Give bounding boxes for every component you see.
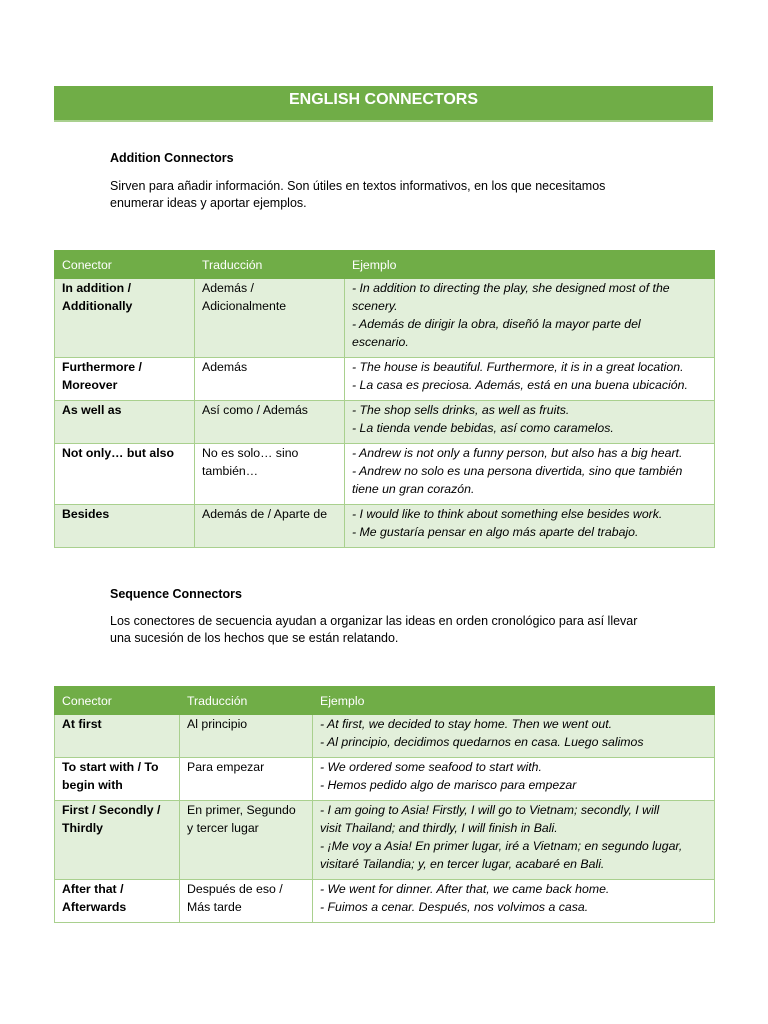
table-row bbox=[55, 715, 715, 758]
cell-line: - I would like to think about something else besides work. bbox=[352, 507, 663, 521]
traduccion-cell bbox=[180, 715, 313, 758]
ejemplo-cell bbox=[345, 505, 715, 548]
traduccion-cell bbox=[195, 279, 345, 358]
section-intro-addition bbox=[110, 178, 670, 212]
traduccion-cell bbox=[195, 444, 345, 505]
cell-line: visitaré Tailandia; y, en tercer lugar, acabaré en Bali. bbox=[320, 857, 605, 871]
cell-line: At first bbox=[62, 717, 102, 731]
document-title-banner bbox=[54, 86, 713, 122]
table-row bbox=[55, 358, 715, 401]
cell-line: - We ordered some seafood to start with. bbox=[320, 760, 542, 774]
sequence-connectors-table bbox=[54, 686, 715, 923]
cell-line: - I am going to Asia! Firstly, I will go to Vietnam; secondly, I will bbox=[320, 803, 660, 817]
table-row bbox=[55, 758, 715, 801]
cell-line: In addition / bbox=[62, 281, 131, 295]
cell-line: Además bbox=[202, 360, 248, 374]
cell-line: - The shop sells drinks, as well as fruits. bbox=[352, 403, 570, 417]
column-header-ejemplo: Ejemplo bbox=[313, 687, 715, 715]
cell-line: - Al principio, decidimos quedarnos en casa. Luego salimos bbox=[320, 735, 644, 749]
ejemplo-cell bbox=[345, 279, 715, 358]
cell-line: begin with bbox=[62, 778, 123, 792]
section-heading-addition: Addition Connectors bbox=[110, 151, 234, 165]
cell-line: y tercer lugar bbox=[187, 821, 259, 835]
table-header-row bbox=[55, 251, 715, 279]
cell-line: Más tarde bbox=[187, 900, 242, 914]
conector-cell bbox=[55, 801, 180, 880]
cell-line: también… bbox=[202, 464, 259, 478]
table-row bbox=[55, 444, 715, 505]
traduccion-cell bbox=[180, 758, 313, 801]
conector-cell bbox=[55, 358, 195, 401]
cell-line: En primer, Segundo bbox=[187, 803, 296, 817]
ejemplo-cell bbox=[345, 444, 715, 505]
cell-line: Furthermore / bbox=[62, 360, 142, 374]
cell-line: - In addition to directing the play, she designed most of the bbox=[352, 281, 670, 295]
cell-line: - Fuimos a cenar. Después, nos volvimos a casa. bbox=[320, 900, 589, 914]
ejemplo-cell bbox=[313, 715, 715, 758]
cell-line: - Me gustaría pensar en algo más aparte del trabajo. bbox=[352, 525, 639, 539]
ejemplo-cell bbox=[313, 880, 715, 923]
table-row bbox=[55, 279, 715, 358]
cell-line: Después de eso / bbox=[187, 882, 283, 896]
document-title: ENGLISH CONNECTORS bbox=[288, 91, 479, 108]
column-header-conector: Conector bbox=[55, 687, 180, 715]
table-header-row bbox=[55, 687, 715, 715]
intro-line: Los conectores de secuencia ayudan a organizar las ideas en orden cronológico para así llevar bbox=[110, 614, 638, 628]
intro-line: enumerar ideas y aportar ejemplos. bbox=[110, 196, 307, 210]
cell-line: - Además de dirigir la obra, diseñó la mayor parte del bbox=[352, 317, 641, 331]
traduccion-cell bbox=[195, 358, 345, 401]
conector-cell bbox=[55, 715, 180, 758]
cell-line: First / Secondly / bbox=[62, 803, 161, 817]
cell-line: After that / bbox=[62, 882, 124, 896]
column-header-traduccion: Traducción bbox=[180, 687, 313, 715]
traduccion-cell bbox=[180, 801, 313, 880]
cell-line: visit Thailand; and thirdly, I will finish in Bali. bbox=[320, 821, 558, 835]
cell-line: Al principio bbox=[187, 717, 248, 731]
column-header-ejemplo: Ejemplo bbox=[345, 251, 715, 279]
ejemplo-cell bbox=[313, 758, 715, 801]
cell-line: Besides bbox=[62, 507, 110, 521]
conector-cell bbox=[55, 401, 195, 444]
cell-line: Afterwards bbox=[62, 900, 127, 914]
cell-line: - La casa es preciosa. Además, está en una buena ubicación. bbox=[352, 378, 688, 392]
cell-line: Additionally bbox=[62, 299, 133, 313]
table-row bbox=[55, 505, 715, 548]
cell-line: Thirdly bbox=[62, 821, 103, 835]
cell-line: - We went for dinner. After that, we came back home. bbox=[320, 882, 610, 896]
traduccion-cell bbox=[195, 401, 345, 444]
cell-line: scenery. bbox=[352, 299, 398, 313]
conector-cell bbox=[55, 758, 180, 801]
cell-line: - Andrew no solo es una persona divertida, sino que también bbox=[352, 464, 683, 478]
cell-line: As well as bbox=[62, 403, 122, 417]
ejemplo-cell bbox=[345, 358, 715, 401]
ejemplo-cell bbox=[345, 401, 715, 444]
cell-line: - La tienda vende bebidas, así como caramelos. bbox=[352, 421, 614, 435]
cell-line: Adicionalmente bbox=[202, 299, 287, 313]
table-row bbox=[55, 401, 715, 444]
section-intro-sequence bbox=[110, 613, 670, 647]
cell-line: - Andrew is not only a funny person, but also has a big heart. bbox=[352, 446, 683, 460]
cell-line: - The house is beautiful. Furthermore, it is in a great location. bbox=[352, 360, 684, 374]
cell-line: Así como / Además bbox=[202, 403, 308, 417]
cell-line: Not only… but also bbox=[62, 446, 175, 460]
cell-line: tiene un gran corazón. bbox=[352, 482, 475, 496]
conector-cell bbox=[55, 444, 195, 505]
intro-line: Sirven para añadir información. Son útiles en textos informativos, en los que necesitamos bbox=[110, 179, 606, 193]
column-header-conector: Conector bbox=[55, 251, 195, 279]
traduccion-cell bbox=[195, 505, 345, 548]
intro-line: una sucesión de los hechos que se están relatando. bbox=[110, 631, 399, 645]
section-heading-sequence: Sequence Connectors bbox=[110, 587, 242, 601]
cell-line: Para empezar bbox=[187, 760, 265, 774]
cell-line: - ¡Me voy a Asia! En primer lugar, iré a Vietnam; en segundo lugar, bbox=[320, 839, 683, 853]
traduccion-cell bbox=[180, 880, 313, 923]
cell-line: No es solo… sino bbox=[202, 446, 299, 460]
table-row bbox=[55, 801, 715, 880]
conector-cell bbox=[55, 880, 180, 923]
cell-line: Moreover bbox=[62, 378, 118, 392]
cell-line: Además de / Aparte de bbox=[202, 507, 328, 521]
conector-cell bbox=[55, 279, 195, 358]
cell-line: escenario. bbox=[352, 335, 409, 349]
ejemplo-cell bbox=[313, 801, 715, 880]
cell-line: To start with / To bbox=[62, 760, 159, 774]
conector-cell bbox=[55, 505, 195, 548]
column-header-traduccion: Traducción bbox=[195, 251, 345, 279]
cell-line: - At first, we decided to stay home. Then we went out. bbox=[320, 717, 613, 731]
addition-connectors-table bbox=[54, 250, 715, 548]
cell-line: Además / bbox=[202, 281, 254, 295]
cell-line: - Hemos pedido algo de marisco para empezar bbox=[320, 778, 577, 792]
table-row bbox=[55, 880, 715, 923]
